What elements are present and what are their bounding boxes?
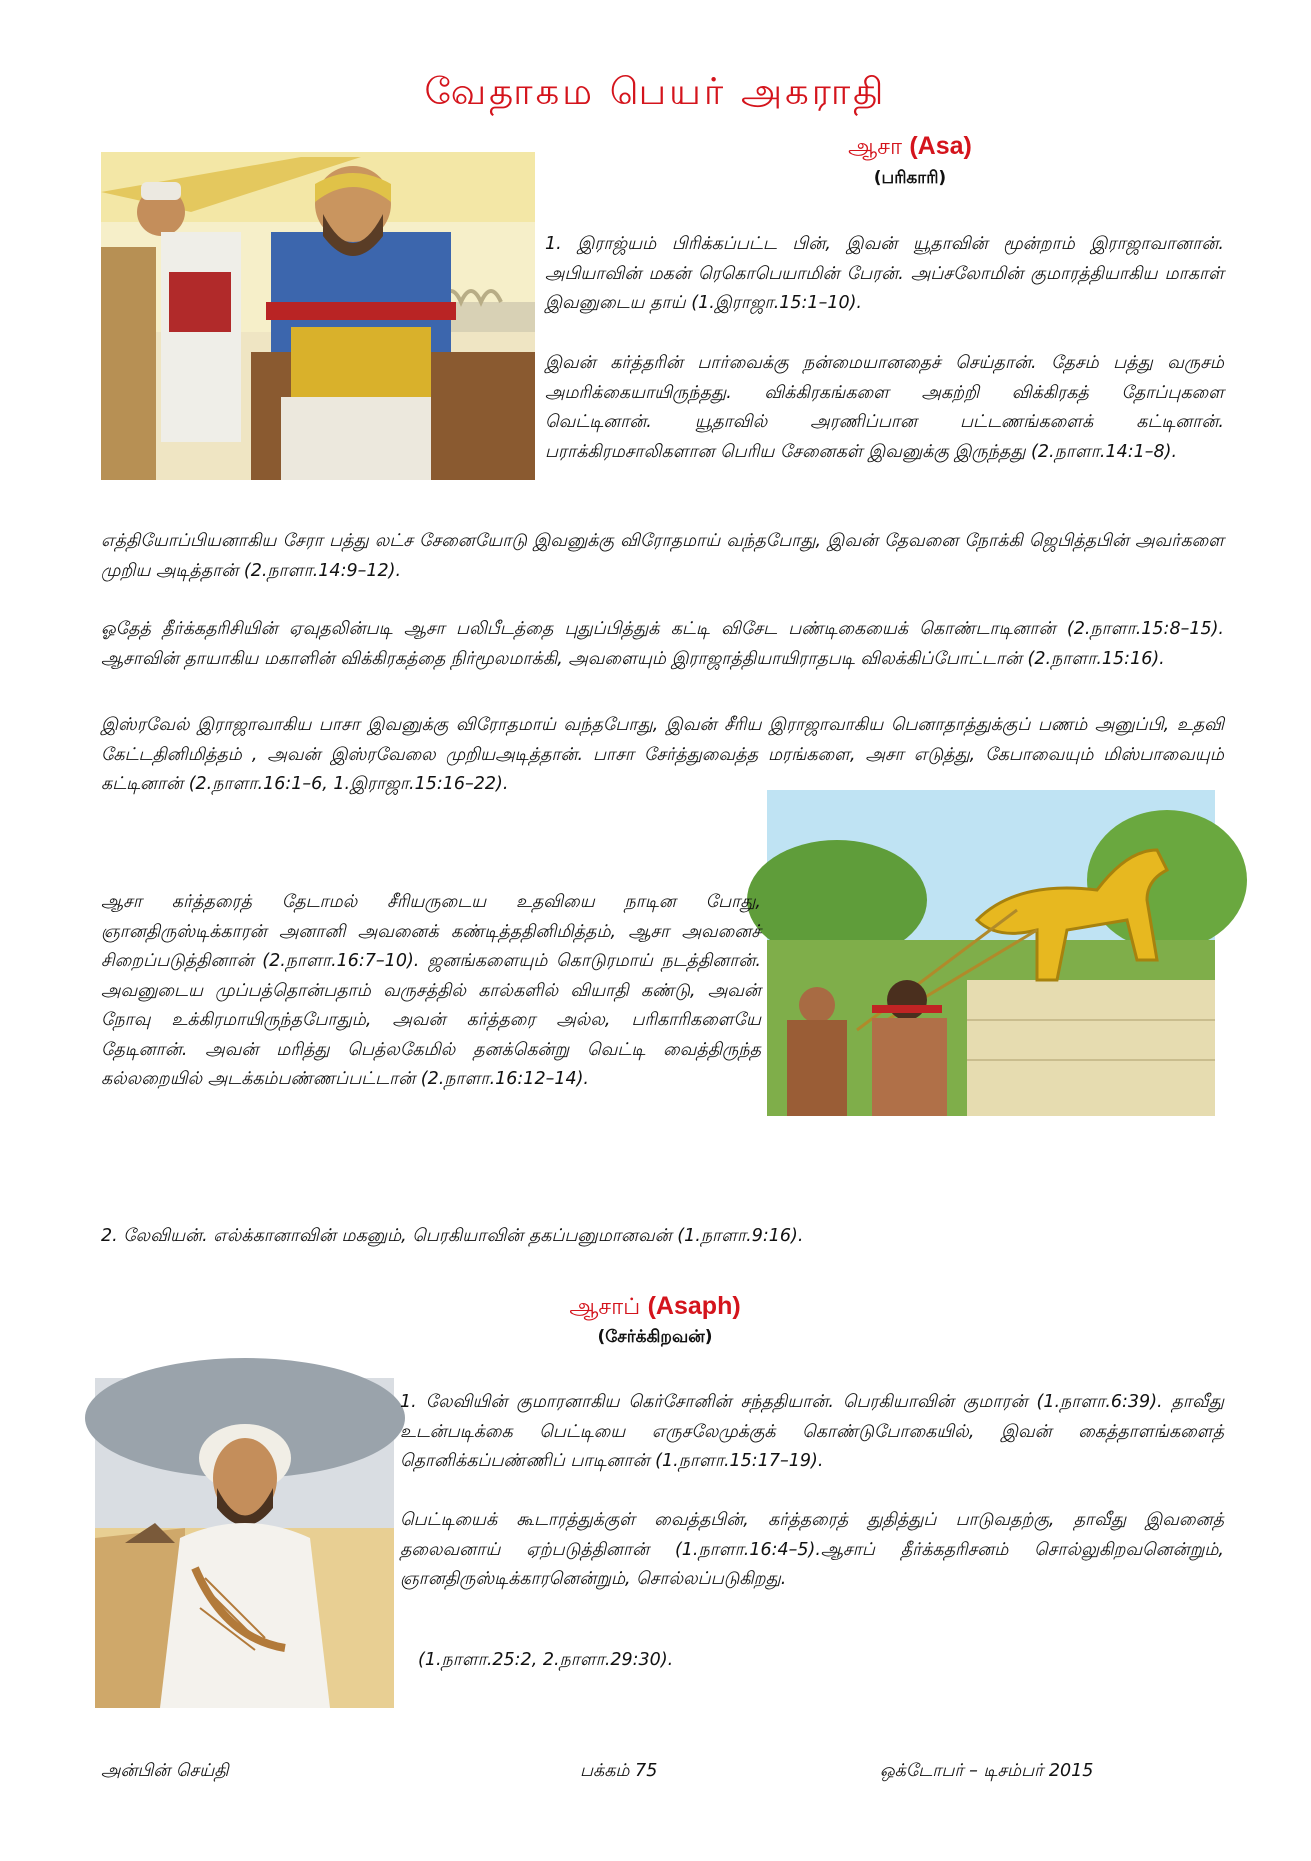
asa-para-2-start <box>545 349 1224 467</box>
golden-calf-illustration <box>767 790 1215 1116</box>
entry-name-tamil: ஆசா <box>848 134 902 160</box>
entry-name-english: (Asaph) <box>647 1292 741 1320</box>
asa-para-block2: 2. லேவியன். எல்க்கானாவின் மகனும், பெரகியாவின் தகப்பனுமானவன் (1.நாளா.9:16). <box>101 1226 804 1246</box>
entry-name-english: (Asa) <box>909 132 972 160</box>
asa-para-3: எத்தியோப்பியனாகிய சேரா பத்து லட்ச சேனையோடு இவனுக்கு விரோதமாய் வந்தபோது, இவன் தேவனை நோக்கி ஜெபித்தபின் அவர்களை முறிய அடித்தான் (2.நாளா.14:9–12). <box>101 531 1224 581</box>
footer-page-number: பக்கம் 75 <box>580 1761 658 1781</box>
entry-meaning: (சேர்க்கிறவன்) <box>597 1327 713 1347</box>
asa-para-1: 1. இராஜ்யம் பிரிக்கப்பட்ட பின், இவன் யூதாவின் மூன்றாம் இராஜாவானான். அபியாவின் மகன் ரெகொபெயாமின் பேரன். அப்சலோமின் குமாரத்தியாகிய மாகாள் இவனுடைய தாய் (1.இராஜா.15:1–10). <box>545 234 1224 313</box>
king-asa-illustration <box>101 152 535 480</box>
footer-magazine-name: அன்பின் செய்தி <box>101 1761 229 1781</box>
asaph-para-1: 1. லேவியின் குமாரனாகிய கெர்சோனின் சந்ததியான். பெரகியாவின் குமாரன் (1.நாளா.6:39). தாவீது உடன்படிக்கை பெட்டியை எருசலேமுக்குக் கொண்டுபோகையில், இவன் கைத்தாளங்களைத் தொனிக்கப்பண்ணிப் பாடினான் (1.நாளா.15:17–19). <box>400 1392 1224 1471</box>
asaph-para-2: பெட்டியைக் கூடாரத்துக்குள் வைத்தபின், கர்த்தரைத் துதித்துப் பாடுவதற்கு, தாவீது இவனைத் தலைவனாய் ஏற்படுத்தினான் (1.நாளா.16:4–5).ஆசாப் தீர்க்கதரிசனம் சொல்லுகிறவனென்றும், ஞானதிருஸ்டிக்காரனென்றும், சொல்லப்படுகிறது. <box>400 1510 1224 1589</box>
asa-para-5-top: இஸ்ரவேல் இராஜாவாகிய பாசா இவனுக்கு விரோதமாய் வந்தபோது, இவன் சீரிய இராஜாவாகிய பெனாதாத்துக்குப் பணம் அனுப்பி, உதவி கேட்டதினிமித்தம் , அவன் இஸ்ரவேலை முறியஅடித்தான். பாசா சேர்த்துவைத்த மரங்களை, அசா எடுத்து, கேபாவையும் மிஸ்பாவையும் கட்டினான் (2.நாளா.16:1–6, 1.இராஜா.15:16–22). <box>101 715 1224 794</box>
entry-title-asaph <box>480 1292 830 1323</box>
asaph-para-3: (1.நாளா.25:2, 2.நாளா.29:30). <box>418 1650 674 1670</box>
footer-issue-date: ஒக்டோபர் – டிசம்பர் 2015 <box>880 1761 1094 1781</box>
entry-title-asa <box>760 132 1060 163</box>
asa-para-4: ஓதேத் தீர்க்கதரிசியின் ஏவுதலின்படி ஆசா பலிபீடத்தை புதுப்பித்துக் கட்டி விசேட பண்டிகையைக் கொண்டாடினான் (2.நாளா.15:8–15). ஆசாவின் தாயாகிய மகாளின் விக்கிரகத்தை நிர்மூலமாக்கி, அவளையும் இராஜாத்தியாயிராதபடி விலக்கிப்போட்டான் (2.நாளா.15:16). <box>101 619 1224 669</box>
entry-meaning: (பரிகாரி) <box>873 168 947 188</box>
entry-name-tamil: ஆசாப் <box>569 1294 641 1320</box>
asa-para-6: ஆசா கர்த்தரைத் தேடாமல் சீரியருடைய உதவியை நாடின போது, ஞானதிருஸ்டிக்காரன் அனானி அவனைக் கண்டித்ததினிமித்தம், ஆசா அவனைச் சிறைப்படுத்தினான் (2.நாளா.16:7–10). ஜனங்களையும் கொடுரமாய் நடத்தினான். அவனுடைய முப்பத்தொன்பதாம் வருசத்தில் கால்களில் வியாதி கண்டு, அவன் நோவு உக்கிரமாயிருந்தபோதும், அவன் கர்த்தரை அல்ல, பரிகாரிகளையே தேடினான். அவன் மரித்து பெத்லகேமில் தனக்கென்று வெட்டி வைத்திருந்த கல்லறையில் அடக்கம்பண்ணப்பட்டான் (2.நாளா.16:12–14). <box>101 892 761 1089</box>
page-title: வேதாகம பெயர் அகராதி <box>424 70 887 113</box>
asa-para-6-wrap <box>101 888 761 1095</box>
asa-para-2: இவன் கர்த்தரின் பார்வைக்கு நன்மையானதைச் செய்தான். தேசம் பத்து வருசம் அமரிக்கையாயிருந்தது. விக்கிரகங்களை அகற்றி விக்கிரகத் தோப்புகளை வெட்டினான். யூதாவில் அரணிப்பான பட்டணங்களைக் கட்டினான். பராக்கிரமசாலிகளான பெரிய சேனைகள் இவனுக்கு இருந்தது (2.நாளா.14:1–8). <box>545 353 1224 462</box>
asaph-harp-illustration <box>95 1378 394 1708</box>
